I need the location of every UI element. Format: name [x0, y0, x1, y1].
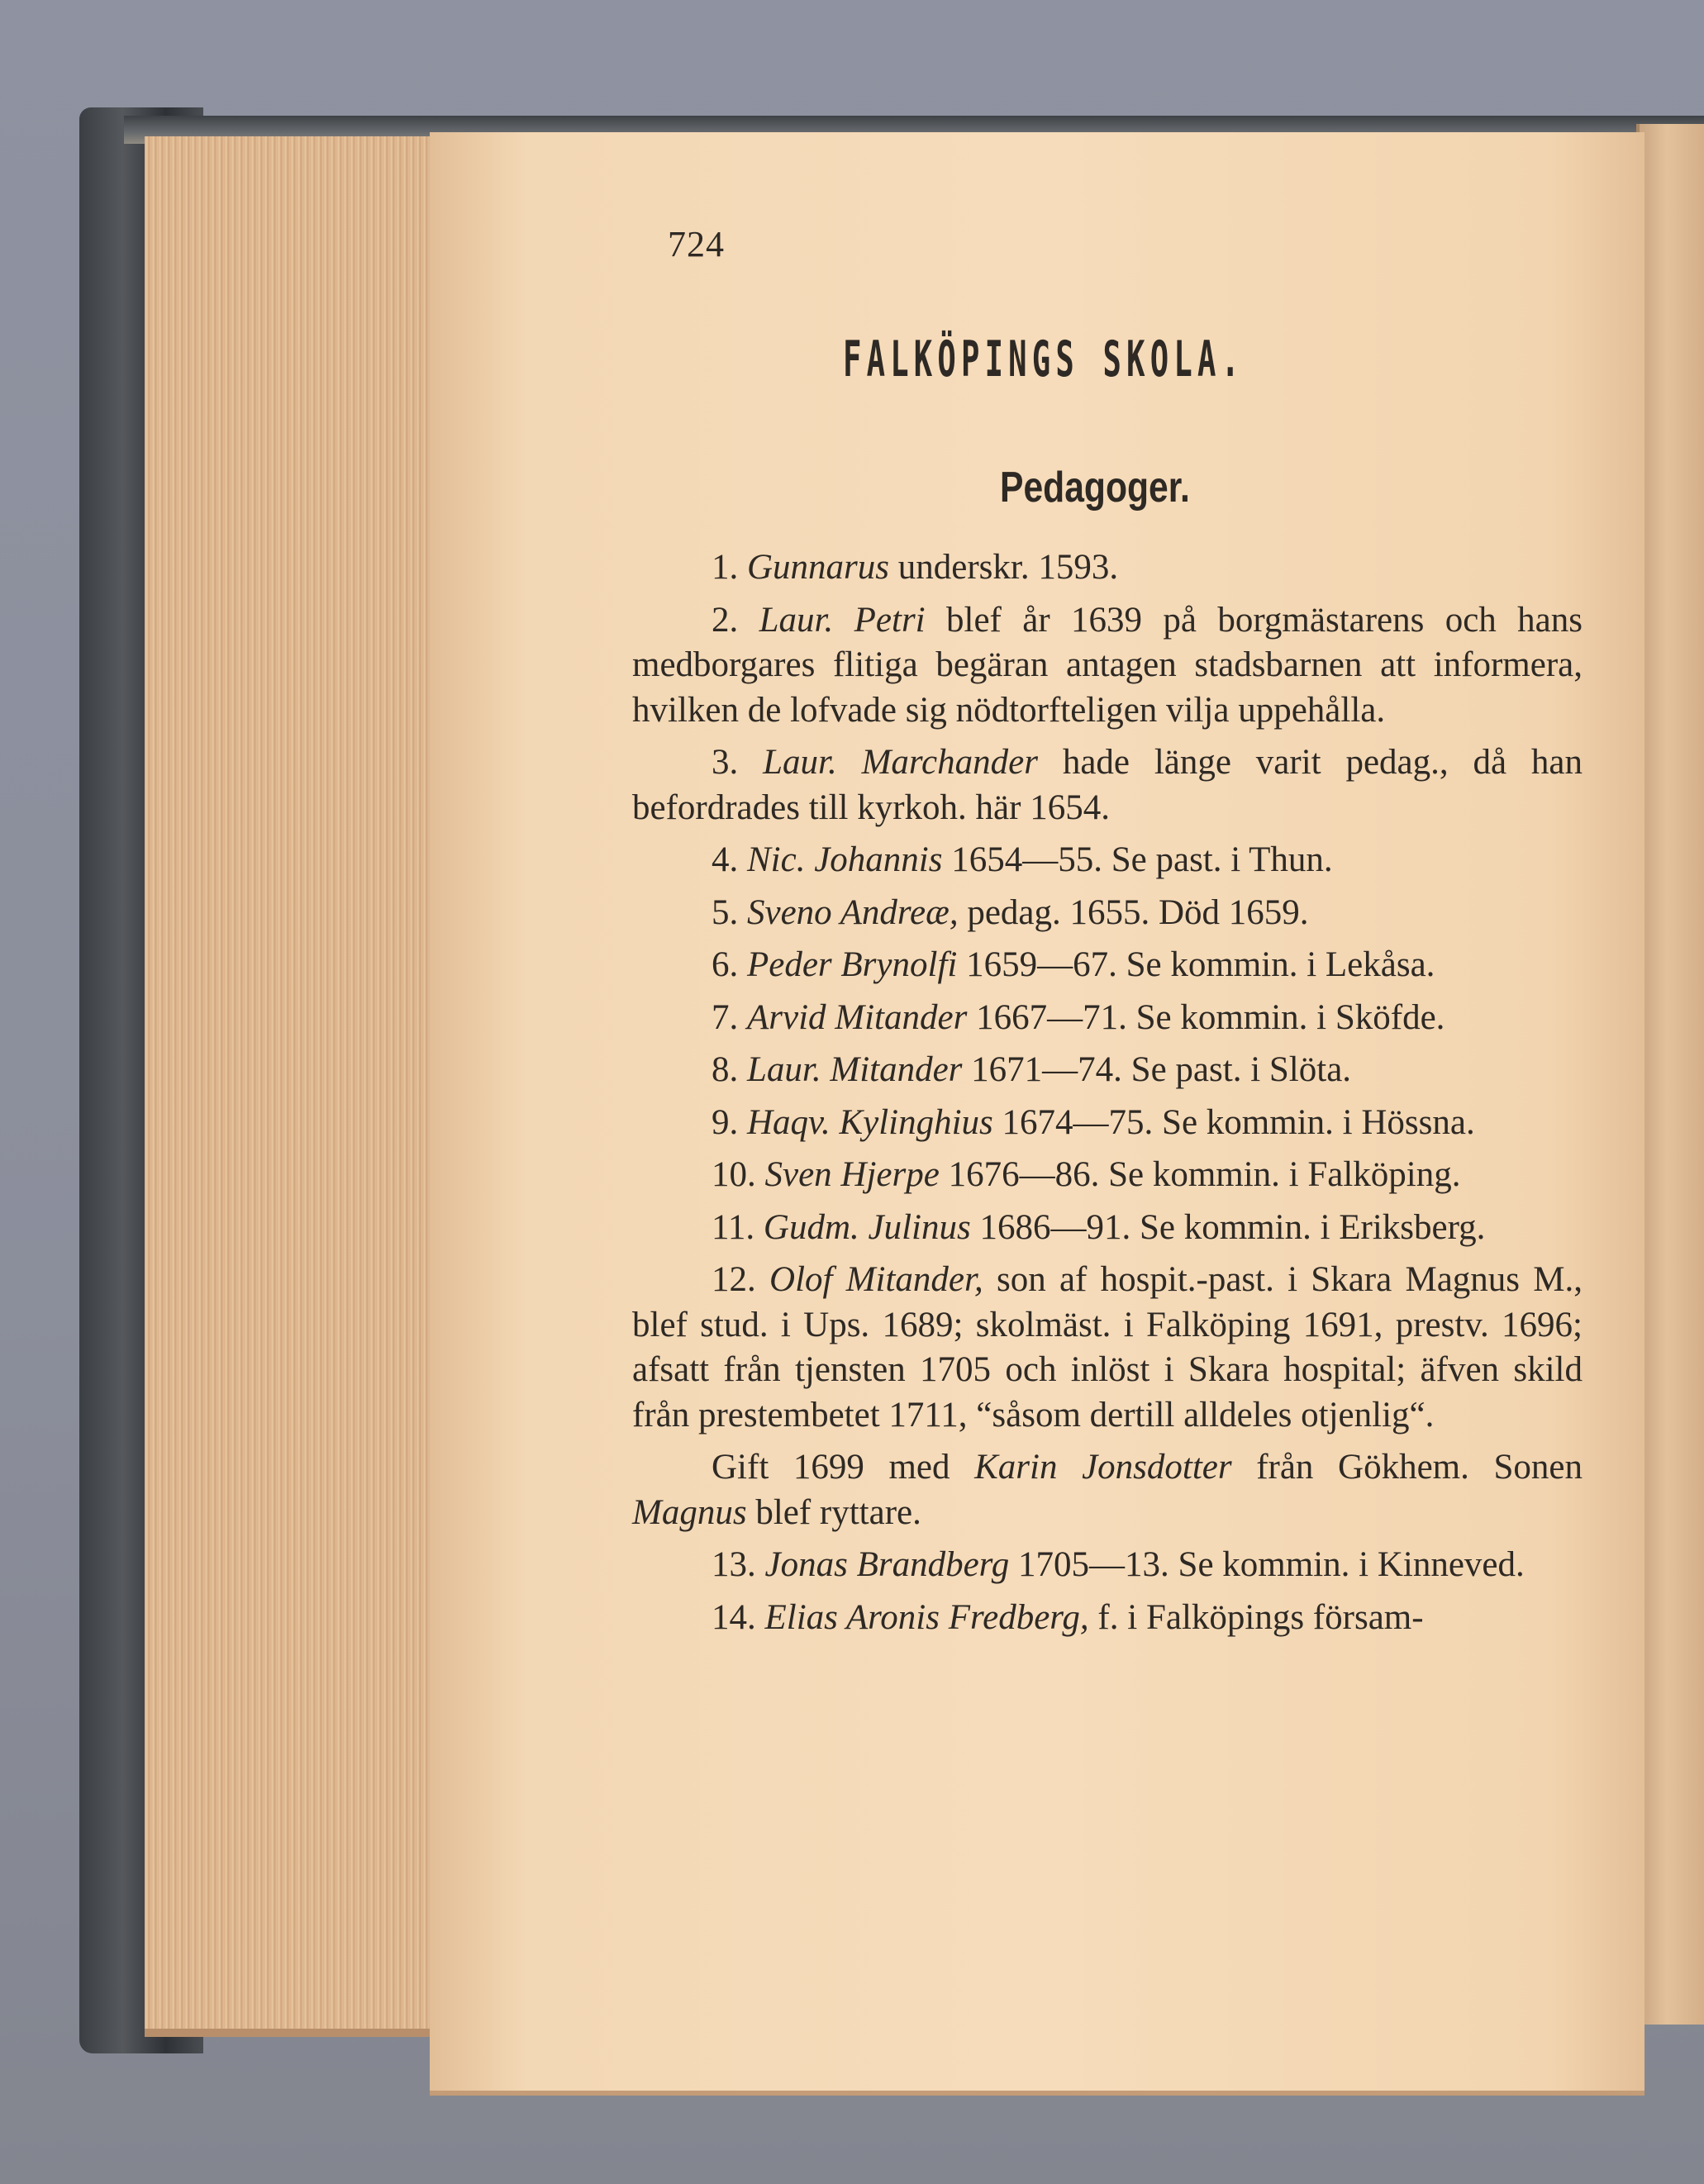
- entry-name: Gudm. Julinus: [763, 1207, 971, 1247]
- page-title: FALKÖPINGS SKOLA.: [843, 331, 1245, 388]
- entry-name: Arvid Mitander: [747, 997, 968, 1037]
- entry: 11. Gudm. Julinus 1686—91. Se kommin. i Eriksberg.: [712, 1207, 1486, 1247]
- entry-list: [632, 545, 1583, 1648]
- page-edges: [145, 136, 459, 2037]
- entry-note: Gift 1699 med Karin Jonsdotter från Gökhem. Sonen Magnus blef ryttare.: [632, 1448, 1583, 1532]
- entry-name: Sveno Andreæ,: [747, 892, 959, 932]
- entry-name: Laur. Petri: [759, 600, 926, 640]
- entry: 7. Arvid Mitander 1667—71. Se kommin. i Sköfde.: [712, 997, 1445, 1037]
- entry: 12. Olof Mitander, son af hospit.-past. i Skara Magnus M., blef stud. i Ups. 1689; skolmäst. i Falköping 1691, prestv. 1696; afsatt från tjensten 1705 och inlöst i Skara hospital; äfven skild från prestembetet 1711, “såsom dertill alldeles otjenlig“.: [632, 1260, 1583, 1435]
- entry: 6. Peder Brynolfi 1659—67. Se kommin. i Lekåsa.: [712, 945, 1435, 984]
- entry: 2. Laur. Petri blef år 1639 på borgmästarens och hans medborgares flitiga begäran antagen stadsbarnen att informera, hvilken de lofvade sig nödtorfteligen vilja uppehålla.: [632, 600, 1583, 730]
- entry-name: Laur. Mitander: [747, 1050, 963, 1089]
- entry-name: Peder Brynolfi: [747, 945, 958, 984]
- entry-name: Haqv. Kylinghius: [747, 1102, 993, 1142]
- entry-name: Laur. Marchander: [763, 743, 1038, 782]
- entry-name: Sven Hjerpe: [764, 1155, 940, 1194]
- facing-page-edge: [1636, 124, 1704, 2025]
- entry: 4. Nic. Johannis 1654—55. Se past. i Thun.: [712, 840, 1333, 879]
- note-name: Magnus: [632, 1492, 747, 1532]
- entry: 13. Jonas Brandberg 1705—13. Se kommin. i Kinneved.: [712, 1545, 1525, 1584]
- entry: 9. Haqv. Kylinghius 1674—75. Se kommin. i Hössna.: [712, 1102, 1475, 1142]
- entry: 14. Elias Aronis Fredberg, f. i Falköpings försam-: [712, 1597, 1424, 1637]
- entry: 5. Sveno Andreæ, pedag. 1655. Död 1659.: [712, 892, 1309, 932]
- entry-name: Gunnarus: [747, 548, 890, 587]
- entry-name: Olof Mitander,: [769, 1260, 983, 1299]
- section-heading: Pedagoger.: [1000, 464, 1190, 512]
- entry: 8. Laur. Mitander 1671—74. Se past. i Slöta.: [712, 1050, 1352, 1089]
- entry-name: Jonas Brandberg: [764, 1545, 1010, 1584]
- entry-name: Nic. Johannis: [747, 840, 943, 879]
- note-name: Karin Jonsdotter: [974, 1448, 1232, 1487]
- entry: 3. Laur. Marchander hade länge varit pedag., då han befordrades till kyrkoh. här 1654.: [632, 743, 1583, 827]
- entry: 1. Gunnarus underskr. 1593.: [712, 548, 1119, 587]
- entry: 10. Sven Hjerpe 1676—86. Se kommin. i Falköping.: [712, 1155, 1461, 1194]
- entry-name: Elias Aronis Fredberg,: [764, 1597, 1089, 1637]
- page-number: 724: [668, 224, 725, 264]
